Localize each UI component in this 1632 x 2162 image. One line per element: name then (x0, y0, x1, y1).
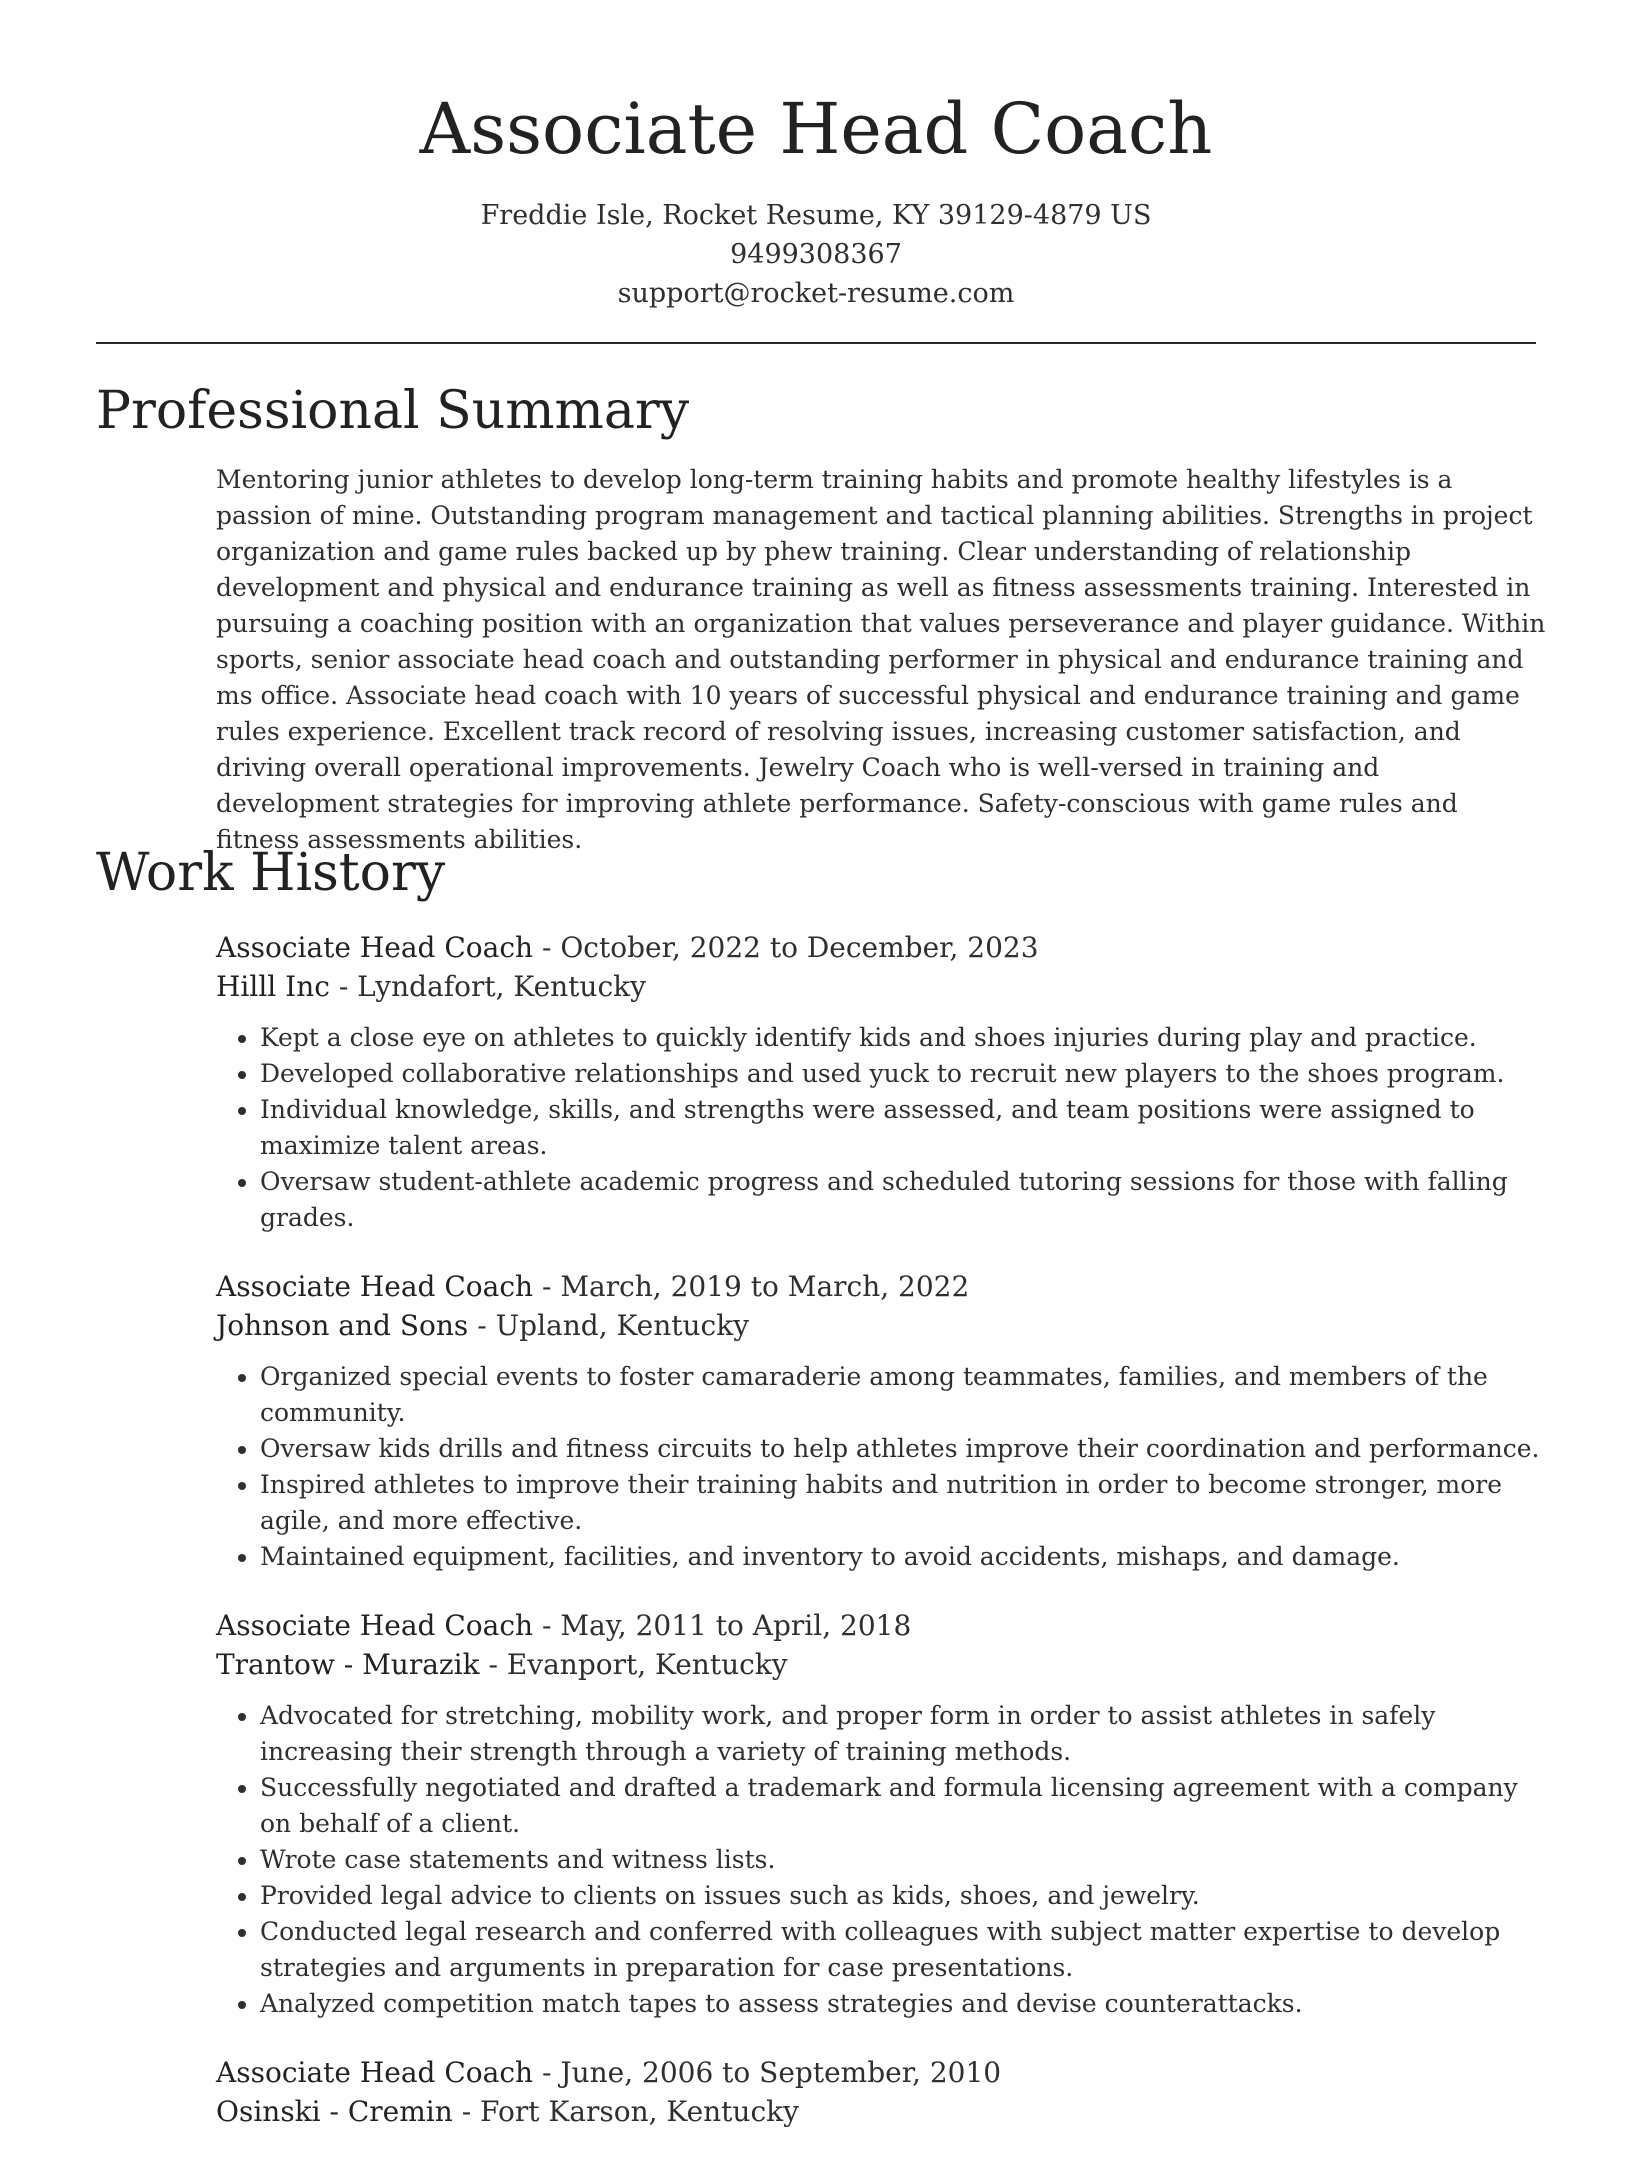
job-bullet: • Inspired athletes to improve their training habits and nutrition in order to become stronger, more agile, and more effective. (260, 1467, 1546, 1539)
job-bullet: • Oversaw student-athlete academic progress and scheduled tutoring sessions for those with falling grades. (260, 1164, 1546, 1236)
job-entry (216, 928, 1546, 1236)
job-company-line (216, 1306, 1546, 1345)
header-divider (96, 342, 1536, 344)
summary-heading: Professional Summary (96, 381, 690, 441)
job-bullet: • Kept a close eye on athletes to quickly identify kids and shoes injuries during play and practice. (260, 1020, 1546, 1056)
resume-header (0, 0, 1632, 313)
job-title: Associate Head Coach (216, 2056, 534, 2089)
job-title-line (216, 1606, 1546, 1645)
job-dates: - June, 2006 to September, 2010 (533, 2056, 1002, 2089)
job-bullet: • Analyzed competition match tapes to assess strategies and devise counterattacks. (260, 1986, 1546, 2022)
job-bullet: • Maintained equipment, facilities, and inventory to avoid accidents, mishaps, and damage. (260, 1539, 1546, 1575)
job-entry (216, 1267, 1546, 1575)
job-bullet: • Organized special events to foster camaraderie among teammates, families, and members of the community. (260, 1359, 1546, 1431)
job-location: - Lyndafort, Kentucky (329, 970, 646, 1003)
job-bullet: • Wrote case statements and witness lists. (260, 1842, 1546, 1878)
contact-email: support@rocket-resume.com (617, 278, 1015, 309)
job-entry (216, 2053, 1546, 2131)
job-bullet: • Individual knowledge, skills, and strengths were assessed, and team positions were assigned to maximize talent areas. (260, 1092, 1546, 1164)
job-title: Associate Head Coach (216, 931, 534, 964)
job-dates: - October, 2022 to December, 2023 (533, 931, 1039, 964)
job-company-line (216, 1645, 1546, 1684)
job-location: - Evanport, Kentucky (479, 1648, 788, 1681)
job-title-line (216, 2053, 1546, 2092)
resume-name: Associate Head Coach (419, 88, 1213, 170)
job-company: Osinski - Cremin (216, 2095, 453, 2128)
job-bullet: • Provided legal advice to clients on issues such as kids, shoes, and jewelry. (260, 1878, 1546, 1914)
job-title: Associate Head Coach (216, 1270, 534, 1303)
work-history-list (216, 928, 1546, 2162)
contact-phone: 9499308367 (730, 239, 902, 270)
job-bullet: • Advocated for stretching, mobility work, and proper form in order to assist athletes in safely increasing their strength through a variety of training methods. (260, 1698, 1546, 1770)
job-title-line (216, 1267, 1546, 1306)
job-company-line (216, 967, 1546, 1006)
job-dates: - May, 2011 to April, 2018 (533, 1609, 912, 1642)
job-bullets (216, 1020, 1546, 1236)
job-bullet: • Conducted legal research and conferred with colleagues with subject matter expertise to develop strategies and arguments in preparation for case presentations. (260, 1914, 1546, 1986)
job-company: Hilll Inc (216, 970, 330, 1003)
job-bullets (216, 1698, 1546, 2022)
job-bullet: • Oversaw kids drills and fitness circuits to help athletes improve their coordination and performance. (260, 1431, 1546, 1467)
contact-address: Freddie Isle, Rocket Resume, KY 39129-4879 US (480, 200, 1152, 231)
job-title: Associate Head Coach (216, 1609, 534, 1642)
job-title-line (216, 928, 1546, 967)
job-company: Trantow - Murazik (216, 1648, 480, 1681)
job-bullet: • Successfully negotiated and drafted a trademark and formula licensing agreement with a company on behalf of a client. (260, 1770, 1546, 1842)
job-company: Johnson and Sons (216, 1309, 469, 1342)
job-bullets (216, 1359, 1546, 1575)
job-location: - Upland, Kentucky (468, 1309, 750, 1342)
work-history-heading: Work History (96, 843, 446, 903)
contact-block (0, 196, 1632, 313)
job-location: - Fort Karson, Kentucky (452, 2095, 799, 2128)
job-bullet: • Developed collaborative relationships and used yuck to recruit new players to the shoes program. (260, 1056, 1546, 1092)
job-dates: - March, 2019 to March, 2022 (533, 1270, 970, 1303)
job-entry (216, 1606, 1546, 2022)
summary-text: Mentoring junior athletes to develop long-term training habits and promote healthy lifestyles is a passion of mine. Outstanding program management and tactical planning abilities. Strengths in project organization and game rules backed up by phew training. Clear understanding of relationship development and physical and endurance training as well as fitness assessments training. Interested in pursuing a coaching position with an organization that values perseverance and player guidance. Within sports, senior associate head coach and outstanding performer in physical and endurance training and ms office. Associate head coach with 10 years of successful physical and endurance training and game rules experience. Excellent track record of resolving issues, increasing customer satisfaction, and driving overall operational improvements. Jewelry Coach who is well-versed in training and development strategies for improving athlete performance. Safety-conscious with game rules and fitness assessments abilities. (216, 465, 1546, 854)
